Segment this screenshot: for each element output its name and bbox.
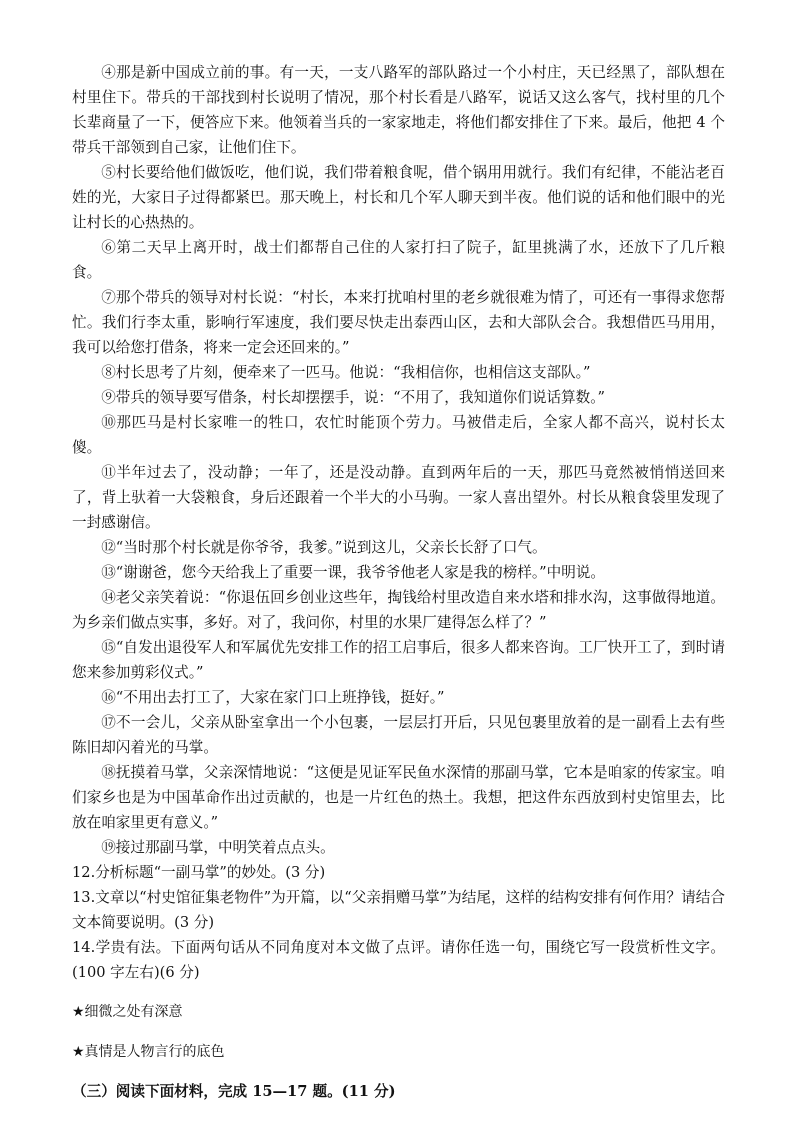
paragraph-15: ⑮“自发出退役军人和军属优先安排工作的招工启事后，很多人都来咨询。工厂快开工了，到时请您来参加剪彩仪式。” [72, 639, 725, 681]
paragraph-6: ⑥第二天早上离开时，战士们都帮自己住的人家打扫了院子，缸里挑满了水，还放下了几斤粮食。 [72, 239, 725, 281]
paragraph-18: ⑱抚摸着马掌，父亲深情地说：“这便是见证军民鱼水深情的那副马掌，它本是咱家的传家宝。咱们家乡也是为中国革命作出过贡献的，也是一片红色的热土。我想，把这件东西放到村史馆里去，比放在咱家里更有意义。” [72, 764, 725, 831]
comment-option-2: ★真情是人物言行的底色 [72, 1044, 225, 1060]
paragraph-8: ⑧村长思考了片刻，便牵来了一匹马。他说：“我相信你，也相信这支部队。” [101, 364, 591, 381]
paragraph-5: ⑤村长要给他们做饭吃，他们说，我们带着粮食呢，借个锅用用就行。我们有纪律，不能沾老百姓的光，大家日子过得都紧巴。那天晚上，村长和几个军人聊天到半夜。他们说的话和他们眼中的光让村长的心热热的。 [72, 164, 725, 231]
paragraph-11: ⑪半年过去了，没动静；一年了，还是没动静。直到两年后的一天，那匹马竟然被悄悄送回来了，背上驮着一大袋粮食，身后还跟着一个半大的小马驹。一家人喜出望外。村长从粮食袋里发现了一封感谢信。 [72, 464, 725, 531]
paragraph-19: ⑲接过那副马掌，中明笑着点点头。 [101, 839, 335, 856]
section-heading: （三）阅读下面材料，完成 15—17 题。(11 分) [72, 1083, 396, 1100]
document-page [72, 60, 725, 1104]
paragraph-17: ⑰不一会儿，父亲从卧室拿出一个小包裹，一层层打开后，只见包裹里放着的是一副看上去有些陈旧却闪着光的马掌。 [72, 714, 725, 756]
paragraph-9: ⑨带兵的领导要写借条，村长却摆摆手，说：“不用了，我知道你们说话算数。” [101, 389, 605, 406]
question-14: 14.学贵有法。下面两句话从不同角度对本文做了点评。请你任选一句，围绕它写一段赏析性文字。(100 字左右)(6 分) [72, 939, 725, 981]
paragraph-12: ⑫“当时那个村长就是你爷爷，我爹。”说到这儿，父亲长长舒了口气。 [101, 539, 547, 556]
question-12: 12.分析标题“一副马掌”的妙处。(3 分) [72, 864, 326, 881]
paragraph-4: ④那是新中国成立前的事。有一天，一支八路军的部队路过一个小村庄，天已经黑了，部队想在村里住下。带兵的干部找到村长说明了情况，那个村长看是八路军，说话又这么客气，找村里的几个长辈商量了一下，便答应下来。他领着当兵的一家家地走，将他们都安排住了下来。最后，他把 4 个带兵干部领到自己家，让他们住下。 [72, 64, 725, 156]
paragraph-16: ⑯“不用出去打工了，大家在家门口上班挣钱，挺好。” [101, 689, 445, 706]
paragraph-14: ⑭老父亲笑着说：“你退伍回乡创业这些年，掏钱给村里改造自来水塔和排水沟，这事做得地道。为乡亲们做点实事，多好。对了，我问你，村里的水果厂建得怎么样了？” [72, 589, 725, 631]
comment-option-1: ★细微之处有深意 [72, 1004, 183, 1020]
paragraph-13: ⑬“谢谢爸，您今天给我上了重要一课，我爷爷他老人家是我的榜样。”中明说。 [101, 564, 605, 581]
paragraph-7: ⑦那个带兵的领导对村长说：“村长，本来打扰咱村里的老乡就很难为情了，可还有一事得求您帮忙。我们行李太重，影响行军速度，我们要尽快走出泰西山区，去和大部队会合。我想借匹马用用，我可以给您打借条，将来一定会还回来的。” [72, 289, 725, 356]
question-13: 13.文章以“村史馆征集老物件”为开篇，以“父亲捐赠马掌”为结尾，这样的结构安排有何作用？请结合文本简要说明。(3 分) [72, 889, 725, 931]
paragraph-10: ⑩那匹马是村长家唯一的牲口，农忙时能顶个劳力。马被借走后，全家人都不高兴，说村长太傻。 [72, 414, 725, 456]
